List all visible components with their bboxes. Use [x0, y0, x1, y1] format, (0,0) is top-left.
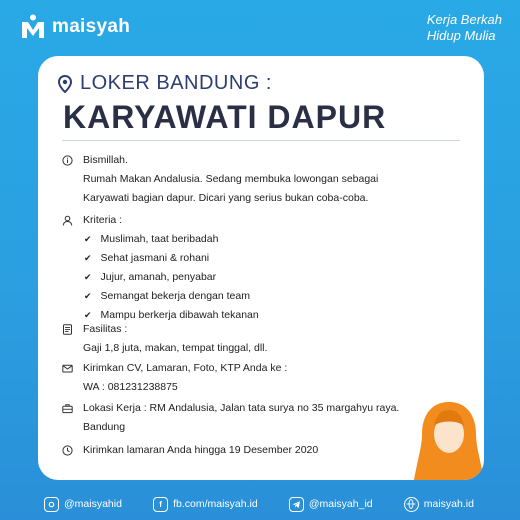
- check-icon: ✔: [84, 291, 92, 301]
- map-pin-icon: [58, 75, 72, 93]
- footer-facebook-text: fb.com/maisyah.id: [173, 498, 258, 510]
- brand-name: maisyah: [52, 16, 131, 37]
- criteria-item: [62, 287, 460, 306]
- tagline: [427, 12, 502, 44]
- footer-website-text: maisyah.id: [423, 498, 474, 510]
- clock-icon: [62, 445, 73, 456]
- maisyah-logo-icon: [20, 14, 46, 40]
- intro-line-1: Rumah Makan Andalusia. Sedang membuka lowongan sebagai: [83, 173, 379, 185]
- work-location-line-2: Bandung: [83, 421, 126, 433]
- location-header-text: LOKER BANDUNG :: [80, 72, 272, 94]
- briefcase-icon: [62, 403, 73, 414]
- work-location-section: [62, 399, 460, 437]
- contact-section: [62, 359, 460, 397]
- criteria-heading: Kriteria :: [83, 214, 123, 226]
- criteria-section: [62, 211, 460, 325]
- check-icon: ✔: [84, 272, 92, 282]
- footer-website[interactable]: [404, 494, 474, 514]
- facebook-icon: f: [153, 497, 168, 512]
- contact-phone: WA : 081231238875: [83, 381, 178, 393]
- check-icon: ✔: [84, 234, 92, 244]
- brand: [20, 14, 130, 40]
- facilities-text: Gaji 1,8 juta, makan, tempat tinggal, dll.: [83, 342, 268, 354]
- title-divider: [62, 140, 460, 141]
- check-icon: ✔: [84, 253, 92, 263]
- intro-line-2: Karyawati bagian dapur. Dicari yang serius bukan coba-coba.: [83, 192, 369, 204]
- info-icon: [62, 155, 73, 166]
- criteria-item: [62, 249, 460, 268]
- instagram-icon: [44, 497, 59, 512]
- intro-heading: Bismillah.: [83, 154, 128, 166]
- hijab-mascot-icon: [414, 396, 484, 480]
- footer-instagram[interactable]: [44, 494, 122, 514]
- mail-icon: [62, 363, 73, 374]
- intro-section: [62, 151, 460, 208]
- deadline-section: [62, 441, 460, 460]
- telegram-icon: [289, 497, 304, 512]
- document-icon: [62, 324, 73, 335]
- criteria-item: [62, 268, 460, 287]
- criteria-item-text: Sehat jasmani & rohani: [100, 252, 210, 264]
- criteria-item-text: Jujur, amanah, penyabar: [100, 271, 217, 283]
- user-icon: [62, 215, 73, 226]
- criteria-item-text: Muslimah, taat beribadah: [100, 233, 219, 245]
- globe-icon: [404, 497, 419, 512]
- job-title: KARYAWATI DAPUR: [63, 99, 387, 135]
- criteria-item-text: Semangat bekerja dengan team: [100, 290, 250, 302]
- contact-heading: Kirimkan CV, Lamaran, Foto, KTP Anda ke :: [83, 362, 288, 374]
- deadline-text: Kirimkan lamaran Anda hingga 19 Desember 2020: [83, 444, 319, 456]
- criteria-item-text: Mampu berkerja dibawah tekanan: [100, 309, 259, 321]
- footer-instagram-text: @maisyahid: [64, 498, 122, 510]
- work-location-line-1: Lokasi Kerja : RM Andalusia, Jalan tata surya no 35 margahyu raya.: [83, 402, 400, 414]
- tagline-line-1: Kerja Berkah: [426, 12, 502, 27]
- footer-facebook[interactable]: [153, 494, 258, 514]
- criteria-item: [62, 230, 460, 249]
- footer-telegram[interactable]: [289, 494, 373, 514]
- facilities-section: [62, 320, 460, 358]
- tagline-line-2: Hidup Mulia: [426, 28, 496, 43]
- facilities-heading: Fasilitas :: [83, 323, 128, 335]
- social-footer: [0, 494, 520, 514]
- job-card: [38, 56, 484, 480]
- check-icon: ✔: [84, 310, 92, 320]
- location-header: [58, 72, 272, 95]
- footer-telegram-text: @maisyah_id: [308, 498, 373, 510]
